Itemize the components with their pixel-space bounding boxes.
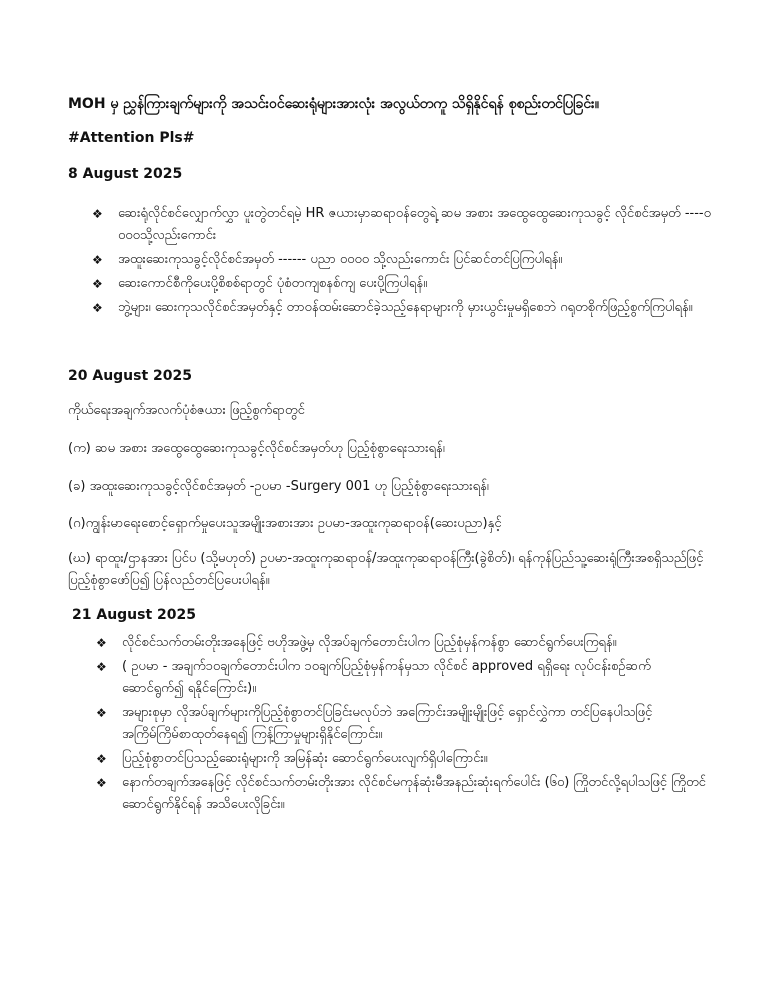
instruction-kha: (ခ) အထူးဆေးကုသခွင့်လိုင်စင်အမှတ် -ဥပမာ -Surgery 001 ဟု ပြည့်စုံစွာရေးသားရန်၊ xyxy=(68,479,489,494)
list-item-text: ( ဥပမာ - အချက်၁၀ချက်တောင်းပါက ၁၀ချက်ပြည့်စုံမှန်ကန်မှသာ လိုင်စင် approved ရရှိရေး လုပ်ငန်းစဉ်ဆက်ဆောင်ရွက်၍ ရနိုင်ကြောင်း)။ xyxy=(122,659,651,696)
list-item xyxy=(92,297,712,319)
list-item-text: နောက်တချက်အနေဖြင့် လိုင်စင်သက်တမ်းတိုးအား လိုင်စင်မကုန်ဆုံးမီအနည်းဆုံးရက်ပေါင်း (၆၀) ကြိုတင်လို့ရပါသဖြင့် ကြိုတင်ဆောင်ရွက်နိုင်ရန် အသိပေးလိုခြင်း။ xyxy=(122,775,706,812)
list-item-text: ပြည့်စုံစွာတင်ပြသည့်ဆေးရုံများကို အမြန်ဆုံး ဆောင်ရွက်ပေးလျက်ရှိပါကြောင်း။ xyxy=(122,751,488,766)
instruction-ka: (က) ဆမ အစား အထွေထွေဆေးကုသခွင့်လိုင်စင်အမှတ်ဟု ပြည့်စုံစွာရေးသားရန်၊ xyxy=(68,441,445,456)
list-item xyxy=(96,772,712,816)
list-item xyxy=(92,273,712,295)
bullet-list-8-august xyxy=(92,203,712,321)
list-item xyxy=(96,702,712,746)
list-item xyxy=(96,632,712,654)
attention-tag: #Attention Pls# xyxy=(68,130,195,146)
list-item-text: ဘွဲ့များ၊ ဆေးကုသလိုင်စင်အမှတ်နှင့် တာဝန်ထမ်းဆောင်ခဲ့သည့်နေရာများကို မှားယွင်းမှုမရှိစေဘဲ ဂရုတစိုက်ဖြည့်စွက်ကြပါရန်။ xyxy=(118,300,693,315)
diamond-bullet-icon: ❖ xyxy=(96,776,107,790)
list-item xyxy=(96,656,712,700)
list-item-text: အများစုမှာ လိုအပ်ချက်များကိုပြည့်စုံစွာတင်ပြခြင်းမလုပ်ဘဲ အကြောင်းအမျိုးမျိုးဖြင့် ရှောင်လွှဲကာ တင်ပြနေပါသဖြင့် အကြိမ်ကြိမ်စာထုတ်နေရ၍ ကြန့်ကြာမှုများရှိနိုင်ကြောင်း။ xyxy=(122,705,653,742)
date-heading-8-august: 8 August 2025 xyxy=(68,166,183,182)
diamond-bullet-icon: ❖ xyxy=(92,253,103,267)
diamond-bullet-icon: ❖ xyxy=(96,752,107,766)
diamond-bullet-icon: ❖ xyxy=(96,706,107,720)
instruction-gha: (ဃ) ရာထူး/ဌာနအား ပြင်ပ (သို့မဟုတ်) ဥပမာ-အထူးကုဆရာဝန်/အထူးကုဆရာဝန်ကြီး(ခွဲစိတ်)၊ ရန်ကုန်ပြည်သူ့ဆေးရုံကြီးအစရှိသည်ဖြင့် ပြည့်စုံစွာဖော်ပြ၍ ပြန်လည်တင်ပြပေးပါရန်။ xyxy=(68,551,704,588)
list-item-text: ဆေးရုံလိုင်စင်လျှောက်လွှာ ပူးတွဲတင်ရမဲ့ HR ဇယားမှာဆရာဝန်တွေရဲ့ ဆမ အစား အထွေထွေဆေးကုသခွင့် လိုင်စင်အမှတ် ----ဝဝဝဝသို့လည်းကောင်း xyxy=(118,206,711,243)
diamond-bullet-icon: ❖ xyxy=(96,636,107,650)
document-title: MOH မှ ညွှန်ကြားချက်များကို အသင်းဝင်ဆေးရုံများအားလုံး အလွယ်တကူ သိရှိနိုင်ရန် စုစည်းတင်ပြခြင်း။ xyxy=(68,96,599,112)
list-item xyxy=(96,748,712,770)
list-item-text: အထူးဆေးကုသခွင့်လိုင်စင်အမှတ် ------ ပညာ ဝဝဝဝ သို့လည်းကောင်း ပြင်ဆင်တင်ပြကြပါရန်။ xyxy=(118,252,563,267)
list-item xyxy=(92,249,712,271)
diamond-bullet-icon: ❖ xyxy=(92,277,103,291)
form-intro-paragraph: ကိုယ်ရေးအချက်အလက်ပုံစံဇယား ဖြည့်စွက်ရာတွင် xyxy=(68,403,305,418)
list-item-text: ဆေးကောင်စီကိုပေးပို့စိစစ်ရာတွင် ပုံစံတကျစနစ်ကျ ပေးပို့ကြပါရန်။ xyxy=(118,276,428,291)
diamond-bullet-icon: ❖ xyxy=(92,301,103,315)
list-item-text: လိုင်စင်သက်တမ်းတိုးအနေဖြင့် ဗဟိုအဖွဲ့မှ လိုအပ်ချက်တောင်းပါက ပြည့်စုံမှန်ကန်စွာ ဆောင်ရွက်ပေးကြရန်။ xyxy=(122,635,617,650)
diamond-bullet-icon: ❖ xyxy=(96,660,107,674)
bullet-list-21-august xyxy=(96,632,712,818)
list-item xyxy=(92,203,712,247)
diamond-bullet-icon: ❖ xyxy=(92,207,103,221)
date-heading-20-august: 20 August 2025 xyxy=(68,368,193,384)
instruction-ga: (ဂ)ကျွန်းမာရေးစောင့်ရှောက်မှုပေးသူအမျိုးအစားအား ဥပမာ-အထူးကုဆရာဝန်(ဆေးပညာ)နှင့် xyxy=(68,516,502,531)
date-heading-21-august: 21 August 2025 xyxy=(72,607,197,623)
